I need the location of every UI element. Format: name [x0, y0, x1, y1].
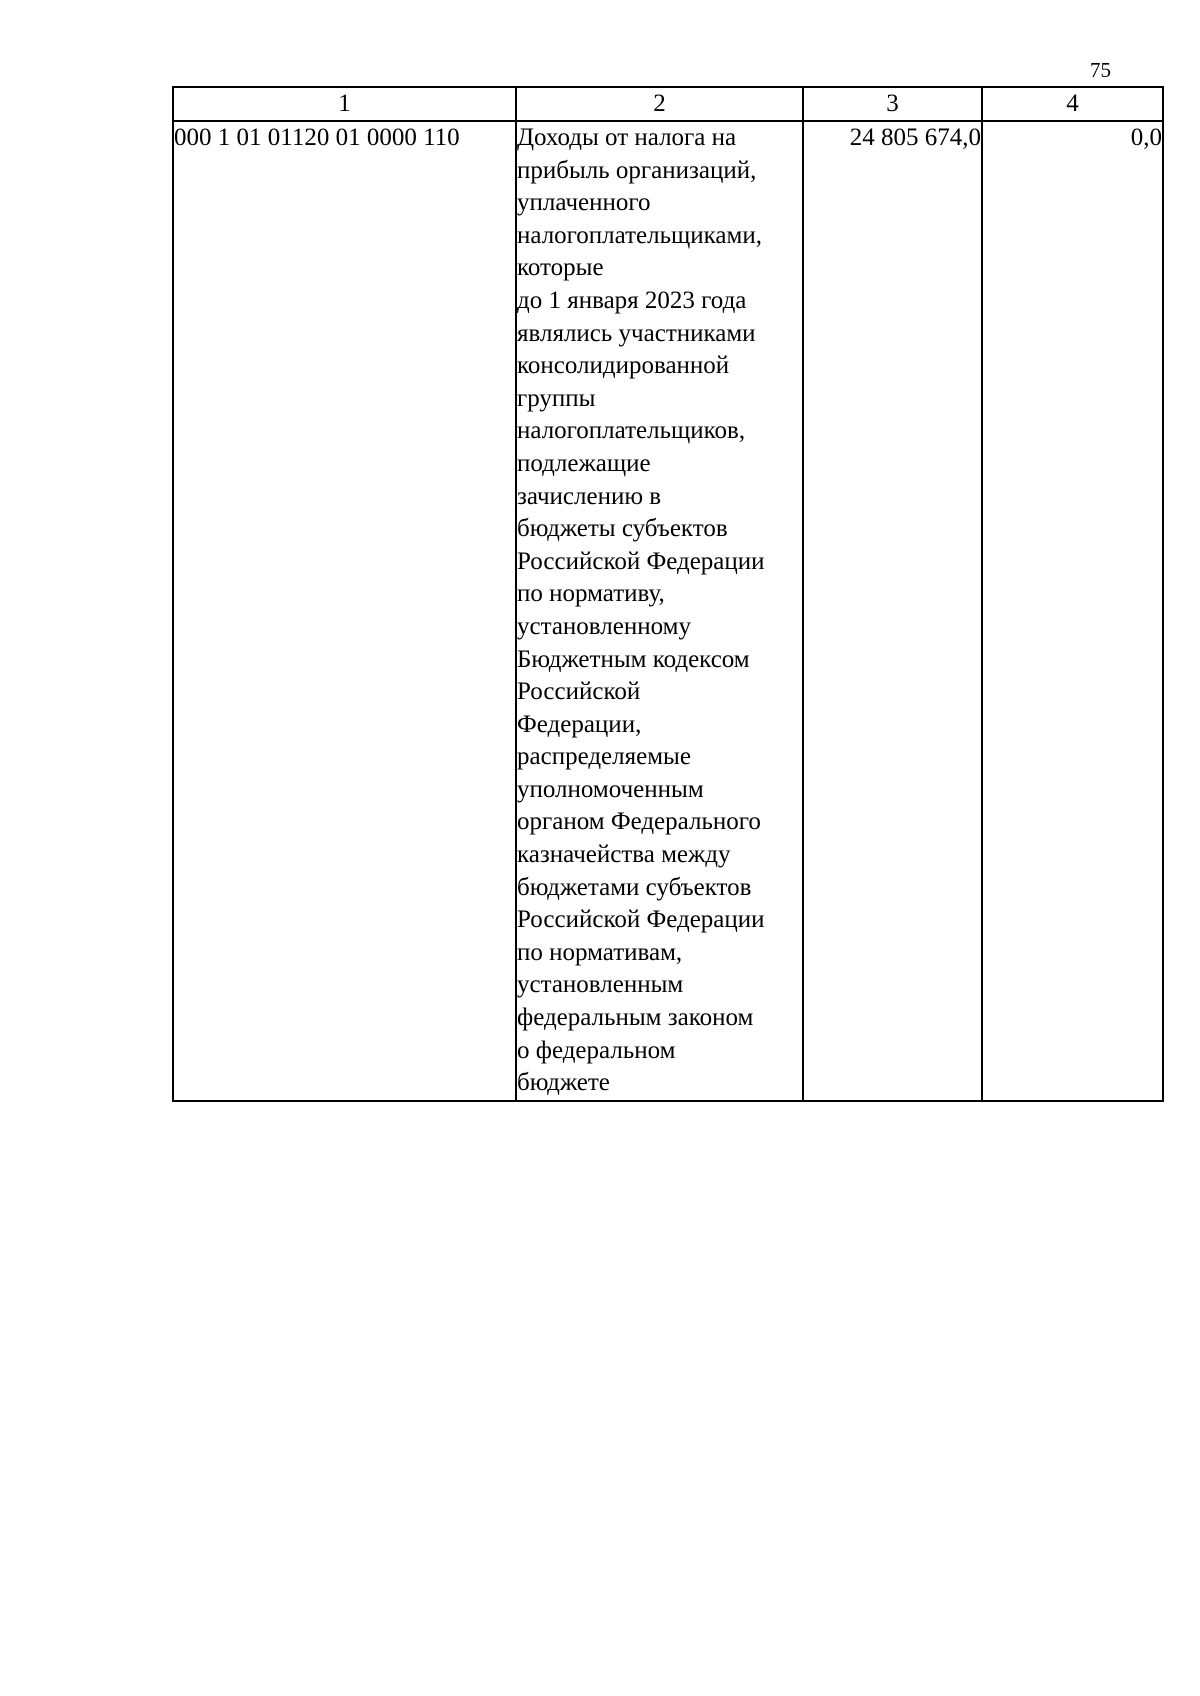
description-line: Бюджетным кодексом	[517, 645, 750, 673]
description-line: по нормативу,	[517, 580, 665, 608]
description-line: налогоплательщиков,	[517, 417, 746, 445]
description-line: зачислению в	[517, 482, 662, 510]
column-header-1: 1	[173, 87, 516, 121]
description-line: подлежащие	[517, 449, 651, 477]
description-line: установленным	[517, 971, 684, 999]
column-header-3: 3	[803, 87, 982, 121]
description-line: которые	[517, 254, 604, 282]
description-line: федеральным законом	[517, 1004, 754, 1032]
description-line: органом Федерального	[517, 808, 761, 836]
header-row	[173, 87, 1163, 121]
column-header-4: 4	[982, 87, 1163, 121]
amount-column-4: 0,0	[982, 121, 1163, 1101]
description-line: налогоплательщиками,	[517, 221, 762, 249]
budget-classification-code: 000 1 01 01120 01 0000 110	[173, 121, 516, 1101]
description-line: по нормативам,	[517, 938, 683, 966]
description-line: Российской	[517, 678, 641, 706]
page-number: 75	[1090, 58, 1111, 82]
description-line: консолидированной	[517, 352, 730, 380]
description-line: установленному	[517, 612, 691, 640]
income-description	[516, 121, 803, 1101]
description-line: бюджетами субъектов	[517, 873, 752, 901]
description-line: прибыль организаций,	[517, 156, 757, 184]
description-line: до 1 января 2023 года	[517, 286, 747, 314]
description-line: являлись участниками	[517, 319, 756, 347]
amount-column-3: 24 805 674,0	[803, 121, 982, 1101]
description-line: казначейства между	[517, 841, 731, 869]
description-line: бюджете	[517, 1069, 610, 1097]
budget-table	[172, 86, 1164, 1102]
description-line: группы	[517, 384, 596, 412]
description-line: распределяемые	[517, 743, 691, 771]
column-header-2: 2	[516, 87, 803, 121]
description-line: Федерации,	[517, 710, 642, 738]
description-line: бюджеты субъектов	[517, 515, 728, 543]
description-line: о федеральном	[517, 1036, 676, 1064]
description-line: уполномоченным	[517, 775, 704, 803]
description-line: Российской Федерации	[517, 547, 765, 575]
description-line: Российской Федерации	[517, 906, 765, 934]
description-line: уплаченного	[517, 189, 651, 217]
description-line: Доходы от налога на	[517, 124, 737, 151]
table-header	[173, 87, 1163, 121]
table-row	[173, 121, 1163, 1101]
table-body	[173, 121, 1163, 1101]
